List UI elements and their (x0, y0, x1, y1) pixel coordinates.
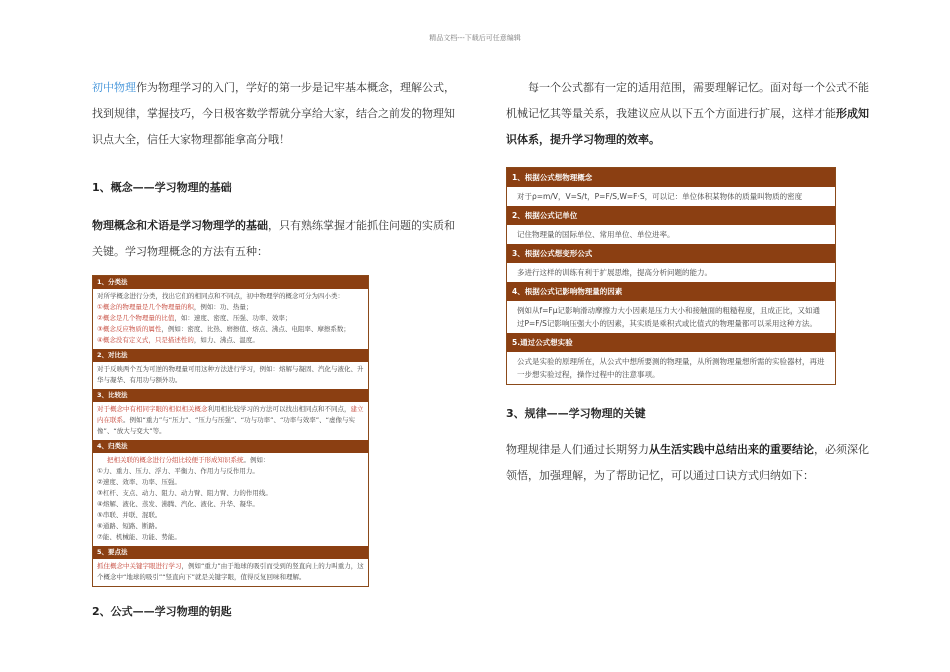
table-section-body: 公式是实验的原理所在，从公式中想所要测的物理量，从所测物理量想所需的实验器材，再进一步想实验过程，操作过程中的注意事项。 (507, 352, 835, 384)
table-section-title: 5.通过公式想实验 (507, 333, 835, 352)
list-item: ⑦能、机械能、功能、势能。 (97, 533, 181, 541)
table-section-title: 5、要点法 (93, 546, 368, 559)
table-section-title: 1、分类法 (93, 276, 368, 289)
table-section-body: 抓住概念中关键字眼进行学习，例如“重力”由于地球的吸引而受到的竖直向上的力叫重力，这个概念中“地球的吸引”“竖直向下”就是关键字眼，值得反复回味和理解。 (93, 559, 368, 586)
formula-paragraph: 每一个公式都有一定的适用范围，需要理解记忆。面对每一个公式不能机械记忆其等量关系，我建议应从以下五个方面进行扩展，这样才能形成知识体系，提升学习物理的效率。 (506, 81, 869, 146)
table-section-title: 2、对比法 (93, 349, 368, 362)
table-section-title: 2、根据公式记单位 (507, 206, 835, 225)
table-section-title: 4、根据公式记影响物理量的因素 (507, 282, 835, 301)
section-heading-law: 3、规律——学习物理的关键 (506, 407, 646, 420)
table-section-title: 3、根据公式想变形公式 (507, 244, 835, 263)
intro-paragraph: 初中物理作为物理学习的入门，学好的第一步是记牢基本概念，理解公式，找到规律，掌握技巧，今日极客数学帮就分享给大家，结合之前发的物理知识点大全，信任大家物理都能拿高分哦！ (92, 81, 455, 146)
law-paragraph: 物理规律是人们通过长期努力从生活实践中总结出来的重要结论，必须深化领悟，加强理解，为了帮助记忆，可以通过口诀方式归纳如下： (506, 443, 869, 482)
list-item: ⑤串联、并联、混联。 (97, 511, 162, 519)
table-section-body: 对所学概念进行分类，找出它们的相同点和不同点，初中物理学的概念可分为四小类： ①概念的物理量是几个物理量的积，例如：功、热量； ②概念是几个物理量的比值，如：速度、密度、压强、功率、效率； ③概念反应物质的属性，例如：密度、比热、磨擦值、熔点、沸点、电阻率、摩擦系数； ④概念没有定义式，只是描述性的，如力、沸点、温度。 (93, 289, 368, 349)
table-section-body: 对于反映两个互为可逆的物理量可用这种方法进行学习，例如：熔解与凝固、汽化与液化、升华与凝华、有用功与额外功。 (93, 362, 368, 389)
concept-methods-table (92, 275, 369, 587)
table-section-body: 记住物理量的国际单位、常用单位、单位进率。 (507, 225, 835, 244)
table-section-body: 对于ρ=m/V，V=S/t，P=F/S,W=F·S，可以记：单位体积某物体的质量叫物质的密度 (507, 187, 835, 206)
formula-methods-table (506, 167, 836, 385)
list-item: ①力、重力、压力、浮力、平衡力、作用力与反作用力。 (97, 467, 259, 475)
table-section-title: 4、归类法 (93, 440, 368, 453)
table-section-body: 把相关联的概念进行分组比较便于形成知识系统。例如： ①力、重力、压力、浮力、平衡力、作用力与反作用力。 ②速度、效率、功率、压强。 ③杠杆、支点、动力、阻力、动力臂、阻力臂、力的作用线。 ④熔解、液化、蒸发、沸腾、汽化、液化、升华、凝华。 ⑤串联、并联、混联。 ⑥通路、短路、断路。 ⑦能、机械能、功能、势能。 (93, 453, 368, 546)
list-item: ②速度、效率、功率、压强。 (97, 478, 181, 486)
table-section-title: 1、根据公式想物理概念 (507, 168, 835, 187)
list-item: ④熔解、液化、蒸发、沸腾、汽化、液化、升华、凝华。 (97, 500, 259, 508)
table-section-body: 对于概念中有相同字眼的相似相关概念利用相比较学习的方法可以找出相同点和不同点，建立内在联系。例如“重力”与“压力”、“压力与压强”、“功与功率”、“功率与效率”、“虚像与实像”、“放大与变大”等。 (93, 402, 368, 440)
list-item: ③杠杆、支点、动力、阻力、动力臂、阻力臂、力的作用线。 (97, 489, 272, 497)
table-section-title: 3、比较法 (93, 389, 368, 402)
right-column (506, 75, 878, 489)
physics-link[interactable]: 初中物理 (92, 81, 136, 94)
section-heading-concept: 1、概念——学习物理的基础 (92, 181, 232, 194)
list-item: ⑥通路、短路、断路。 (97, 522, 162, 530)
concept-paragraph: 物理概念和术语是学习物理学的基础，只有熟练掌握才能抓住问题的实质和关键。学习物理概念的方法有五种： (92, 219, 455, 258)
left-column (92, 75, 465, 625)
page-header: 精品文档---下载后可任意编辑 (429, 34, 521, 42)
table-section-body: 多进行这样的训练有利于扩展思维，提高分析问题的能力。 (507, 263, 835, 282)
table-section-body: 例如从f=Fμ记影响滑动摩擦力大小因素是压力大小和接触面的粗糙程度，且成正比，又如通过P=F/S记影响压强大小的因素，其实质是乘积式或比值式的物理量都可以采用这种方法。 (507, 301, 835, 333)
section-heading-formula: 2、公式——学习物理的钥匙 (92, 605, 232, 618)
